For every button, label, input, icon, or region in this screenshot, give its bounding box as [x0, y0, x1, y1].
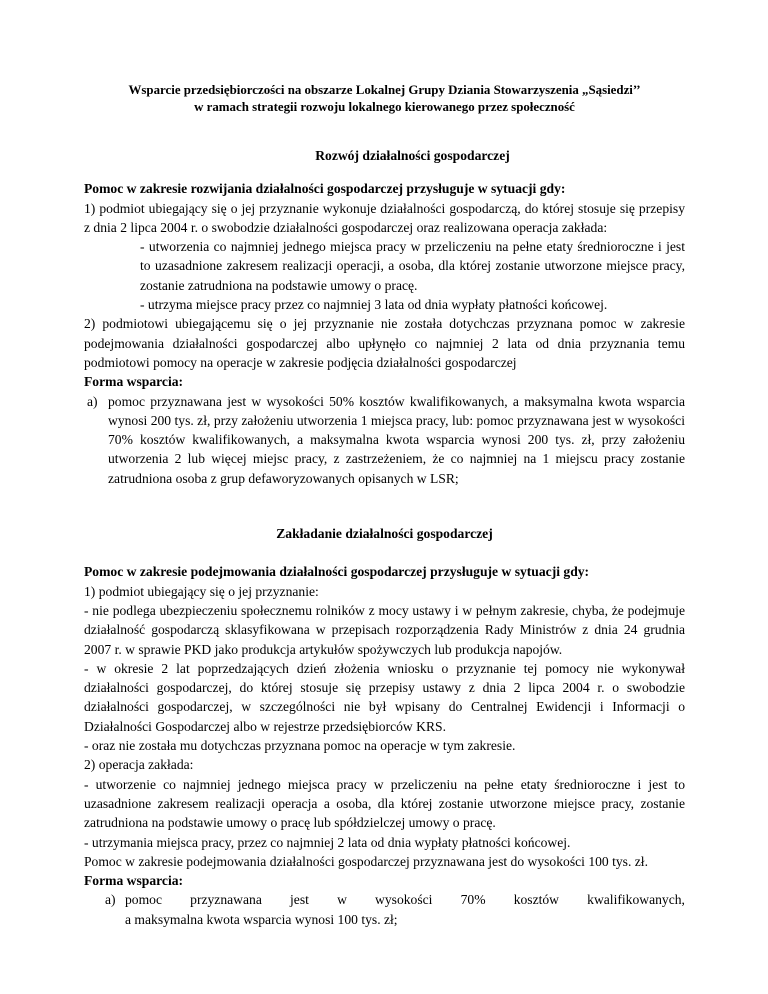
section2-item-2: 2) operacja zakłada: [84, 757, 194, 773]
section2-para-3: - oraz nie została mu dotychczas przyznana pomoc na operacje w tym zakresie. [84, 738, 516, 754]
section2-forma-a [84, 890, 685, 929]
section2-para-1: - nie podlega ubezpieczeniu społecznemu rolników z mocy ustawy i w pełnym zakresie, chyba, że podejmuje działalność gospodarczą sklasyfikowana w przepisach rozporządzenia Rady Ministrów z dnia 24 grudnia 2007 r. w sprawie PKD jako produkcja artykułów spożywczych lub produkcja napojów. [84, 602, 685, 657]
title-line-1: Wsparcie przedsiębiorczości na obszarze Lokalnej Grupy Dziania Stowarzyszenia „Sąsiedzi’’ [128, 83, 641, 97]
section2-para-5: - utrzymania miejsca pracy, przez co najmniej 2 lata od dnia wypłaty płatności końcowej. [84, 834, 571, 850]
section1-forma-a [87, 392, 685, 488]
document-page [84, 72, 685, 929]
word: pomoc [125, 892, 162, 908]
word: kosztów [513, 892, 559, 908]
section2-forma-label: Forma wsparcia: [84, 873, 184, 889]
list-marker: a) [87, 393, 98, 409]
section2-intro: Pomoc w zakresie podejmowania działalności gospodarczej przysługuje w sytuacji gdy: [84, 564, 590, 580]
title-line-2: w ramach strategii rozwoju lokalnego kierowanego przez społeczność [194, 100, 575, 114]
document-title [84, 82, 685, 116]
section1-item-1: 1) podmiot ubiegający się o jej przyznanie wykonuje działalności gospodarczą, do której stosuje się przepisy z dnia 2 lipca 2004 r. o swobodzie działalności gospodarczej oraz realizowana operacja zakłada: [84, 200, 685, 235]
section1-forma-label: Forma wsparcia: [84, 374, 184, 390]
section1-item-2: 2) podmiotowi ubiegającemu się o jej przyznanie nie została dotychczas przyznana pomoc w zakresie podejmowania działalności gospodarczej albo upłynęło co najmniej 2 lata od dnia przyznania temu podmiotowi pomocy na operacje w zakresie podjęcia działalności gospodarczej [84, 316, 685, 370]
word: jest [290, 892, 309, 908]
word: 70% [460, 892, 486, 908]
section1-intro: Pomoc w zakresie rozwijania działalności gospodarczej przysługuje w sytuacji gdy: [84, 181, 566, 197]
section2-forma-a-line-2: a maksymalna kwota wsparcia wynosi 100 tys. zł; [125, 911, 398, 927]
word: w [337, 892, 347, 908]
word: wysokości [375, 892, 433, 908]
section1-forma-a-text: pomoc przyznawana jest w wysokości 50% kosztów kwalifikowanych, a maksymalna kwota wsparcia wynosi 200 tys. zł, przy założeniu utworzenia 1 miejsca pracy, lub: pomoc przyznawana jest w wysokości 70% kosztów kwalifikowanych, a maksymalna kwota wsparcia wynosi 200 tys. zł, przy założeniu utworzenia 2 lub więcej miejsc pracy, z zastrzeżeniem, że co najmniej na 1 miejscu pracy zostanie zatrudniona osoba z grup defaworyzowanych opisanych w LSR; [108, 393, 685, 486]
section2-para-2: - w okresie 2 lat poprzedzających dzień złożenia wniosku o przyznanie tej pomocy nie wykonywał działalności gospodarczej, do której stosuje się przepisy ustawy z dnia 2 lipca 2004 r. o swobodzie działalności gospodarczej, w szczególności nie był wpisany do Centralnej Ewidencji i Informacji o Działalności Gospodarczej albo w rejestrze przedsiębiorców KRS. [84, 660, 685, 734]
section-heading-zakladanie: Zakładanie działalności gospodarczej [276, 526, 493, 542]
section-heading-rozwoj: Rozwój działalności gospodarczej [315, 148, 510, 163]
section2-forma-a-line-1 [125, 890, 685, 909]
list-marker: a) [105, 892, 116, 908]
section2-para-6: Pomoc w zakresie podejmowania działalności gospodarczej przyznawana jest do wysokości 100 tys. zł. [84, 853, 648, 869]
section2-item-1: 1) podmiot ubiegający się o jej przyznanie: [84, 583, 319, 599]
word: kwalifikowanych, [587, 892, 685, 908]
section2-para-4: - utworzenie co najmniej jednego miejsca pracy w przeliczeniu na pełne etaty średnioroczne i jest to uzasadnione zakresem realizacji operacja a osoba, dla której zostanie utworzone miejsce pracy, zostanie zatrudniona na podstawie umowy o pracę lub spółdzielczej umowy o pracę. [84, 776, 685, 831]
word: przyznawana [190, 892, 262, 908]
section1-subitem-2: - utrzyma miejsce pracy przez co najmniej 3 lata od dnia wypłaty płatności końcowej. [140, 297, 608, 313]
section1-subitem-1: - utworzenia co najmniej jednego miejsca pracy w przeliczeniu na pełne etaty średnioroczne i jest to uzasadnione zakresem realizacji operacji, a osoba, dla której zostanie utworzone miejsce pracy, zostanie zatrudniona na podstawie umowy o pracę. [140, 239, 685, 293]
